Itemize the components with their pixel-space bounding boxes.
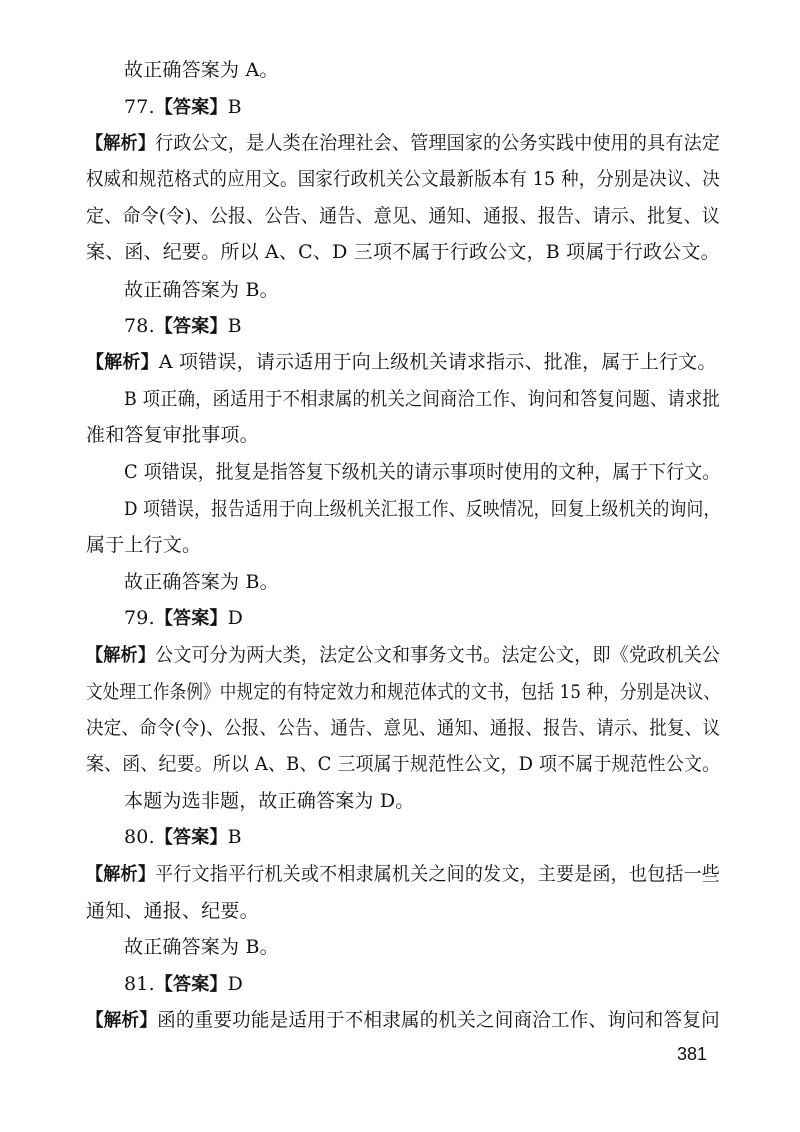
answer-conclusion: 故正确答案为 B。 bbox=[124, 936, 279, 958]
answer-value: D bbox=[227, 973, 244, 995]
question-number: 79. bbox=[124, 607, 155, 629]
answer-conclusion: 故正确答案为 A。 bbox=[124, 59, 279, 81]
text-line: 定、命令(令)、公报、公告、通告、意见、通知、通报、报告、请示、批复、议 bbox=[86, 205, 721, 227]
answer-tag: 【答案】 bbox=[154, 827, 228, 848]
answer-header-78 bbox=[124, 314, 242, 339]
explanation-tag: 【解析】 bbox=[86, 864, 156, 885]
explanation-tag: 【解析】 bbox=[86, 645, 156, 666]
explanation-paragraph-78: 【解析】A 项错误，请示适用于向上级机关请求指示、批准，属于上行文。 bbox=[86, 351, 717, 373]
page-number: 381 bbox=[677, 1044, 708, 1064]
text-line: 通知、通报、纪要。 bbox=[86, 900, 259, 922]
text-line: B 项正确，函适用于不相隶属的机关之间商洽工作、询问和答复问题、请求批 bbox=[124, 388, 721, 410]
text-line: 案、函、纪要。所以 A、C、D 三项不属于行政公文，B 项属于行政公文。 bbox=[86, 241, 720, 263]
answer-value: B bbox=[227, 315, 242, 337]
explanation-tag: 【解析】 bbox=[86, 133, 156, 154]
answer-header-79 bbox=[124, 606, 243, 631]
explanation-tag: 【解析】 bbox=[86, 1010, 158, 1031]
text-line: D 项错误，报告适用于向上级机关汇报工作、反映情况，回复上级机关的询问， bbox=[124, 498, 721, 520]
question-number: 78. bbox=[124, 315, 155, 337]
explanation-paragraph-79: 【解析】公文可分为两大类，法定公文和事务文书。法定公文，即《党政机关公 bbox=[86, 644, 721, 666]
answer-tag: 【答案】 bbox=[154, 608, 228, 629]
question-number: 80. bbox=[124, 826, 155, 848]
question-number: 77. bbox=[124, 96, 155, 118]
answer-value: D bbox=[227, 607, 244, 629]
answer-header-80 bbox=[124, 825, 242, 850]
text-line: 文处理工作条例》中规定的有特定效力和规范体式的文书，包括 15 种，分别是决议、 bbox=[86, 681, 721, 703]
answer-tag: 【答案】 bbox=[154, 974, 228, 995]
text-line: 准和答复审批事项。 bbox=[86, 424, 259, 446]
answer-header-81 bbox=[124, 972, 243, 997]
text-line: C 项错误，批复是指答复下级机关的请示事项时使用的文种，属于下行文。 bbox=[124, 461, 721, 483]
text-line: 权威和规范格式的应用文。国家行政机关公文最新版本有 15 种，分别是决议、决 bbox=[86, 168, 720, 190]
explanation-paragraph-81: 【解析】函的重要功能是适用于不相隶属的机关之间商洽工作、询问和答复问 bbox=[86, 1009, 720, 1031]
text-line: 案、函、纪要。所以 A、B、C 三项属于规范性公文，D 项不属于规范性公文。 bbox=[86, 753, 721, 775]
text-line: 属于上行文。 bbox=[86, 534, 202, 556]
answer-conclusion: 故正确答案为 B。 bbox=[124, 571, 279, 593]
answer-conclusion: 故正确答案为 B。 bbox=[124, 279, 279, 301]
explanation-paragraph-80: 【解析】平行文指平行机关或不相隶属机关之间的发文，主要是函，也包括一些 bbox=[86, 863, 721, 885]
question-number: 81. bbox=[124, 973, 155, 995]
explanation-paragraph-77: 【解析】行政公文，是人类在治理社会、管理国家的公务实践中使用的具有法定 bbox=[86, 132, 721, 154]
answer-header-77 bbox=[124, 95, 242, 120]
answer-value: B bbox=[227, 96, 242, 118]
answer-conclusion: 本题为选非题，故正确答案为 D。 bbox=[124, 790, 415, 812]
answer-tag: 【答案】 bbox=[154, 316, 228, 337]
answer-value: B bbox=[227, 826, 242, 848]
answer-tag: 【答案】 bbox=[154, 97, 228, 118]
explanation-tag: 【解析】 bbox=[86, 352, 159, 373]
text-line: 决定、命令(令)、公报、公告、通告、意见、通知、通报、报告、请示、批复、议 bbox=[86, 717, 721, 739]
